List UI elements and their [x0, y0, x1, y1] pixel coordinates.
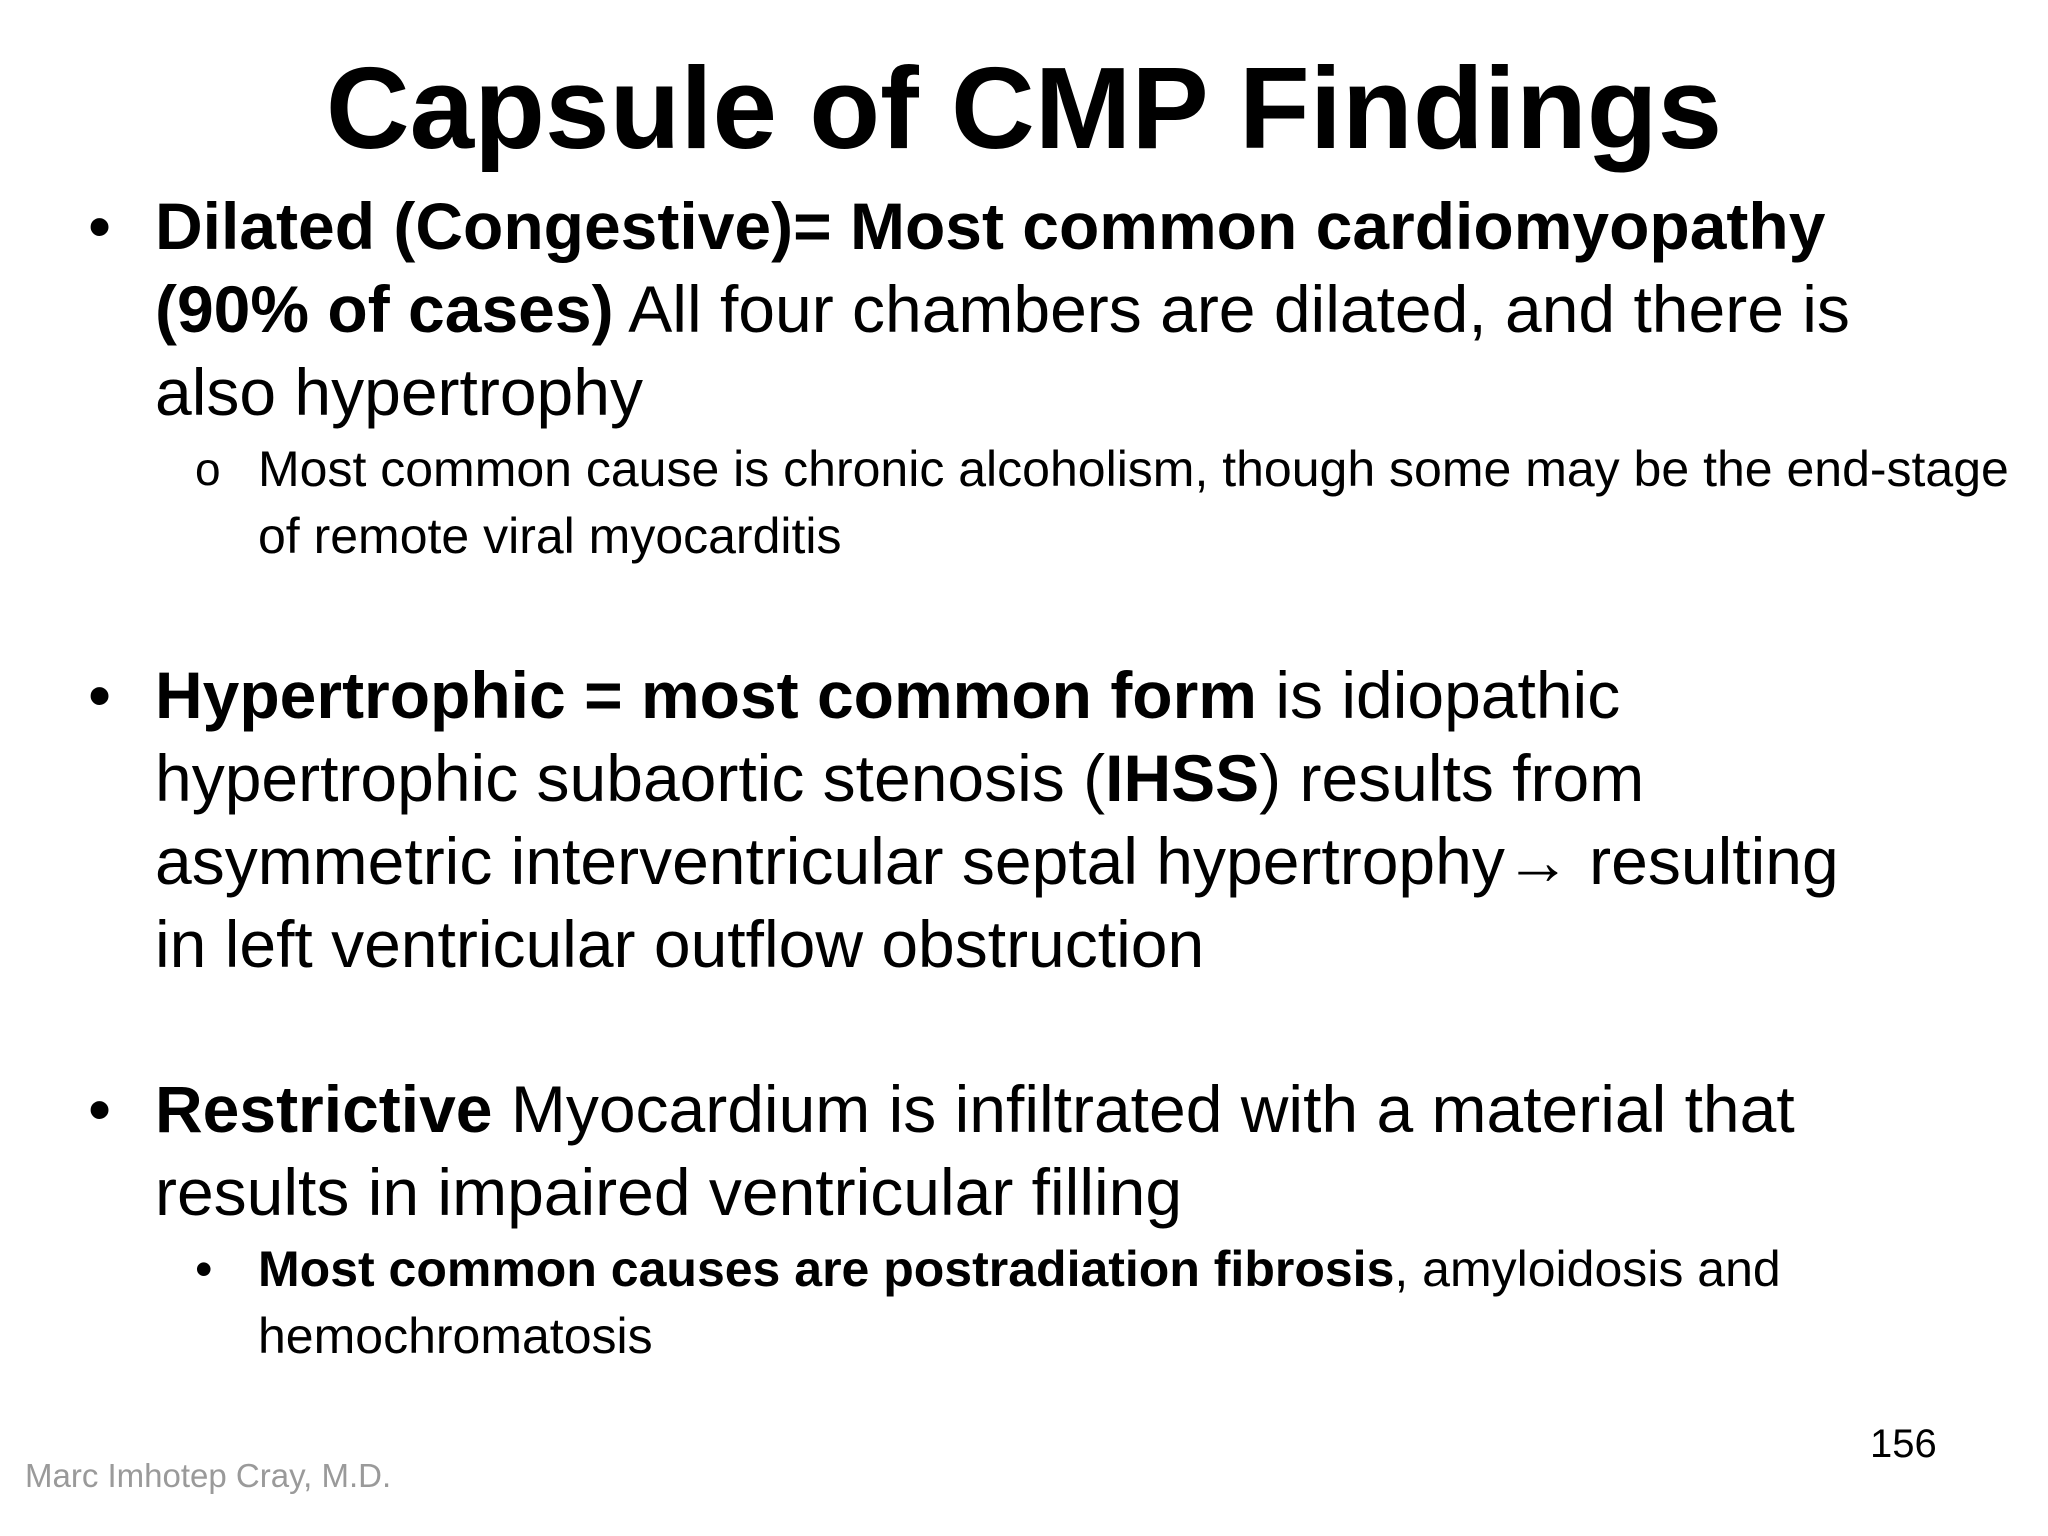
restrictive-sub-text: , amyloidosis and hemochromatosis: [258, 1241, 1781, 1364]
bullet-marker: •: [88, 658, 112, 732]
ihss-bold-text: IHSS: [1105, 741, 1260, 815]
hypertrophic-text-2: ) results from asymmetric interventricular septal hypertrophy: [155, 741, 1645, 898]
bullet-restrictive: [0, 1068, 2048, 1370]
restrictive-sub-bold-text: Most common causes are postradiation fibrosis: [258, 1241, 1395, 1297]
arrow-right-icon: →: [1504, 824, 1571, 898]
slide-title: Capsule of CMP Findings: [325, 43, 1723, 173]
dilated-paragraph: [0, 185, 1880, 434]
bullet-dilated: [0, 185, 2048, 570]
page-number: 156: [1870, 1422, 1937, 1466]
dilated-text: All four chambers are dilated, and there is also hypertrophy: [155, 272, 1850, 429]
sub-bullet-marker: •: [195, 1241, 213, 1297]
hypertrophic-text-3: resulting in left ventricular outflow obstruction: [155, 824, 1839, 981]
bullet-marker: •: [88, 1072, 112, 1146]
sub-bullet-marker: o: [195, 443, 221, 495]
bullet-hypertrophic: [0, 654, 2048, 986]
dilated-bold-text: Dilated (Congestive)= Most common cardiomyopathy (90% of cases): [155, 189, 1826, 346]
dilated-sub-text: Most common cause is chronic alcoholism, though some may be the end-stage of remote viral myocarditis: [258, 441, 2009, 564]
restrictive-paragraph: [0, 1068, 1880, 1234]
restrictive-bold-text: Restrictive: [155, 1072, 493, 1146]
dilated-subbullet: [0, 436, 2048, 570]
hypertrophic-paragraph: [0, 654, 1880, 986]
restrictive-text: Myocardium is infiltrated with a material that results in impaired ventricular filling: [155, 1072, 1795, 1229]
hypertrophic-bold-text: Hypertrophic = most common form: [155, 658, 1257, 732]
restrictive-subbullet: [0, 1236, 2048, 1370]
bullet-marker: •: [88, 189, 112, 263]
hypertrophic-text-1: is idiopathic hypertrophic subaortic stenosis (: [155, 658, 1621, 815]
author-footer: Marc Imhotep Cray, M.D.: [25, 1457, 392, 1494]
